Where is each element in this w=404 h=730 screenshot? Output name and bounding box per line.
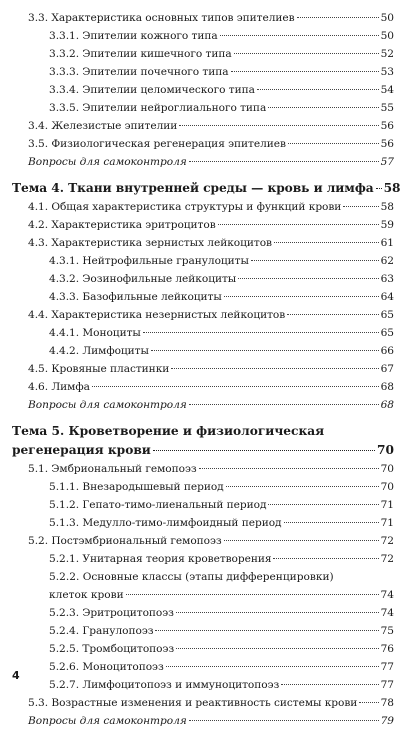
toc-entry[interactable]	[12, 135, 394, 153]
entry-page: 68	[380, 399, 394, 411]
dot-leader	[171, 368, 378, 369]
entry-text: 3.3.5. Эпителии нейроглиального типа	[49, 102, 267, 114]
entry-text: 5.2.1. Унитарная теория кроветворения	[49, 553, 272, 565]
toc-entry[interactable]	[12, 63, 394, 81]
toc-block-topic5-cont	[12, 604, 394, 730]
toc-entry[interactable]	[12, 658, 394, 676]
entry-page: 56	[380, 138, 394, 150]
entry-page: 65	[380, 327, 394, 339]
dot-leader	[238, 278, 378, 279]
dot-leader	[176, 648, 378, 649]
entry-page: 59	[380, 219, 394, 231]
entry-page: 64	[380, 291, 394, 303]
dot-leader	[287, 314, 378, 315]
entry-page: 77	[380, 679, 394, 691]
toc-entry[interactable]	[12, 234, 394, 252]
entry-text: 4.4. Характеристика незернистых лейкоцитов	[28, 309, 286, 321]
dot-leader	[151, 350, 379, 351]
dot-leader	[189, 404, 379, 405]
dot-leader	[126, 594, 379, 595]
toc-entry[interactable]	[12, 532, 394, 550]
entry-text: 3.3.3. Эпителии почечного типа	[49, 66, 229, 78]
entry-text: 4.5. Кровяные пластинки	[28, 363, 170, 375]
entry-text: 4.1. Общая характеристика структуры и функций крови	[28, 201, 342, 213]
dot-leader	[297, 17, 379, 18]
dot-leader	[189, 720, 379, 721]
dot-leader	[218, 224, 379, 225]
entry-page: 55	[380, 102, 394, 114]
entry-page: 71	[380, 517, 394, 529]
toc-block-topic5	[12, 460, 394, 568]
entry-text: 3.3. Характеристика основных типов эпителиев	[28, 12, 295, 24]
entry-text: 4.3.3. Базофильные лейкоциты	[49, 291, 222, 303]
dot-leader	[189, 161, 379, 162]
entry-page: 62	[380, 255, 394, 267]
dot-leader	[376, 188, 382, 189]
entry-text: 3.3.2. Эпителии кишечного типа	[49, 48, 232, 60]
entry-page: 74	[380, 589, 394, 601]
entry-page: 78	[380, 697, 394, 709]
topic-page: 58	[383, 181, 401, 195]
entry-text: 5.2.5. Тромбоцитопоэз	[49, 643, 175, 655]
dot-leader	[359, 702, 378, 703]
entry-text: Вопросы для самоконтроля	[28, 715, 187, 727]
table-of-contents	[12, 9, 401, 730]
toc-entry[interactable]	[12, 694, 394, 712]
entry-page: 50	[380, 12, 394, 24]
toc-block-topic4	[12, 198, 394, 414]
dot-leader	[268, 504, 378, 505]
entry-text: 5.2.3. Эритроцитопоэз	[49, 607, 174, 619]
entry-text: 3.3.1. Эпителии кожного типа	[49, 30, 218, 42]
dot-leader	[176, 612, 379, 613]
dot-leader	[234, 53, 379, 54]
entry-text: 4.3. Характеристика зернистых лейкоцитов	[28, 237, 272, 249]
entry-text: 5.1.3. Медулло-тимо-лимфоидный период	[49, 517, 282, 529]
entry-text: 4.6. Лимфа	[28, 381, 90, 393]
entry-text: 5.1.2. Гепато-тимо-лиенальный период	[49, 499, 267, 511]
dot-leader	[284, 522, 379, 523]
entry-page: 57	[380, 156, 394, 168]
entry-page: 50	[380, 30, 394, 42]
toc-entry[interactable]	[12, 622, 394, 640]
entry-text: 4.4.1. Моноциты	[49, 327, 141, 339]
entry-page: 56	[380, 120, 394, 132]
entry-page: 76	[380, 643, 394, 655]
dot-leader	[220, 35, 379, 36]
toc-topic-4[interactable]	[12, 179, 401, 198]
toc-entry[interactable]	[12, 45, 394, 63]
dot-leader	[268, 107, 378, 108]
toc-entry[interactable]	[12, 27, 394, 45]
toc-entry[interactable]	[12, 550, 394, 568]
toc-entry[interactable]	[12, 198, 394, 216]
dot-leader	[143, 332, 379, 333]
dot-leader	[251, 260, 379, 261]
toc-entry[interactable]	[12, 9, 394, 27]
entry-text: Вопросы для самоконтроля	[28, 399, 187, 411]
dot-leader	[231, 71, 379, 72]
topic-title: Тема 4. Ткани внутренней среды — кровь и лимфа	[12, 181, 374, 195]
dot-leader	[343, 206, 378, 207]
toc-entry-questions[interactable]	[12, 396, 394, 414]
toc-entry[interactable]	[12, 676, 394, 694]
entry-text: 4.2. Характеристика эритроцитов	[28, 219, 216, 231]
entry-page: 58	[380, 201, 394, 213]
entry-page: 70	[380, 463, 394, 475]
entry-page: 65	[380, 309, 394, 321]
dot-leader	[153, 450, 375, 451]
entry-text: 4.3.2. Эозинофильные лейкоциты	[49, 273, 237, 285]
toc-entry[interactable]	[12, 514, 394, 532]
dot-leader	[224, 540, 379, 541]
toc-block-topic3	[12, 9, 394, 171]
entry-page: 71	[380, 499, 394, 511]
entry-page: 70	[380, 481, 394, 493]
toc-entry[interactable]	[12, 216, 394, 234]
dot-leader	[274, 242, 379, 243]
entry-text: 3.4. Железистые эпителии	[28, 120, 178, 132]
entry-text: 5.1. Эмбриональный гемопоэз	[28, 463, 197, 475]
toc-entry[interactable]	[12, 252, 394, 270]
entry-page: 61	[380, 237, 394, 249]
entry-text: 5.2.4. Гранулопоэз	[49, 625, 154, 637]
toc-entry[interactable]	[12, 342, 394, 360]
entry-page: 75	[380, 625, 394, 637]
dot-leader	[199, 468, 379, 469]
dot-leader	[166, 666, 379, 667]
toc-entry[interactable]	[12, 478, 394, 496]
dot-leader	[92, 386, 379, 387]
entry-page: 54	[380, 84, 394, 96]
entry-page: 52	[380, 48, 394, 60]
dot-leader	[226, 486, 379, 487]
toc-entry[interactable]	[12, 117, 394, 135]
entry-page: 79	[380, 715, 394, 727]
toc-entry[interactable]	[12, 288, 394, 306]
toc-entry[interactable]	[12, 460, 394, 478]
entry-text: 5.3. Возрастные изменения и реактивность системы крови	[28, 697, 358, 709]
toc-entry-questions[interactable]	[12, 712, 394, 730]
dot-leader	[179, 125, 378, 126]
entry-text: 5.1.1. Внезародышевый период	[49, 481, 224, 493]
dot-leader	[288, 143, 379, 144]
toc-entry[interactable]	[12, 270, 394, 288]
toc-entry[interactable]	[12, 378, 394, 396]
dot-leader	[273, 558, 378, 559]
toc-entry[interactable]	[12, 360, 394, 378]
entry-text: 3.5. Физиологическая регенерация эпителиев	[28, 138, 286, 150]
entry-text: 3.3.4. Эпителии целомического типа	[49, 84, 255, 96]
entry-page: 68	[380, 381, 394, 393]
entry-text-line2: клеток крови	[49, 589, 124, 601]
toc-entry-multiline[interactable]	[12, 568, 394, 604]
dot-leader	[257, 89, 379, 90]
entry-page: 72	[380, 535, 394, 547]
toc-topic-5[interactable]	[12, 422, 394, 460]
entry-page: 72	[380, 553, 394, 565]
page-number: 4	[12, 669, 20, 682]
entry-page: 67	[380, 363, 394, 375]
entry-text: 5.2.6. Моноцитопоэз	[49, 661, 164, 673]
dot-leader	[155, 630, 378, 631]
entry-page: 66	[380, 345, 394, 357]
toc-entry[interactable]	[12, 99, 394, 117]
topic-page: 70	[377, 443, 394, 457]
entry-text: 4.3.1. Нейтрофильные гранулоциты	[49, 255, 249, 267]
toc-entry[interactable]	[12, 640, 394, 658]
dot-leader	[224, 296, 379, 297]
topic-title-line1: Тема 5. Кроветворение и физиологическая	[12, 424, 325, 438]
toc-entry[interactable]	[12, 306, 394, 324]
toc-entry[interactable]	[12, 496, 394, 514]
entry-text: Вопросы для самоконтроля	[28, 156, 187, 168]
entry-text: 4.4.2. Лимфоциты	[49, 345, 149, 357]
entry-page: 74	[380, 607, 394, 619]
entry-text-line1: 5.2.2. Основные классы (этапы дифференцировки)	[49, 571, 334, 583]
entry-page: 53	[380, 66, 394, 78]
dot-leader	[281, 684, 378, 685]
toc-entry[interactable]	[12, 81, 394, 99]
entry-text: 5.2.7. Лимфоцитопоэз и иммуноцитопоэз	[49, 679, 280, 691]
entry-page: 63	[380, 273, 394, 285]
toc-entry[interactable]	[12, 604, 394, 622]
entry-text: 5.2. Постэмбриональный гемопоэз	[28, 535, 222, 547]
entry-page: 77	[380, 661, 394, 673]
topic-title-line2: регенерация крови	[12, 443, 151, 457]
toc-entry-questions[interactable]	[12, 153, 394, 171]
toc-entry[interactable]	[12, 324, 394, 342]
